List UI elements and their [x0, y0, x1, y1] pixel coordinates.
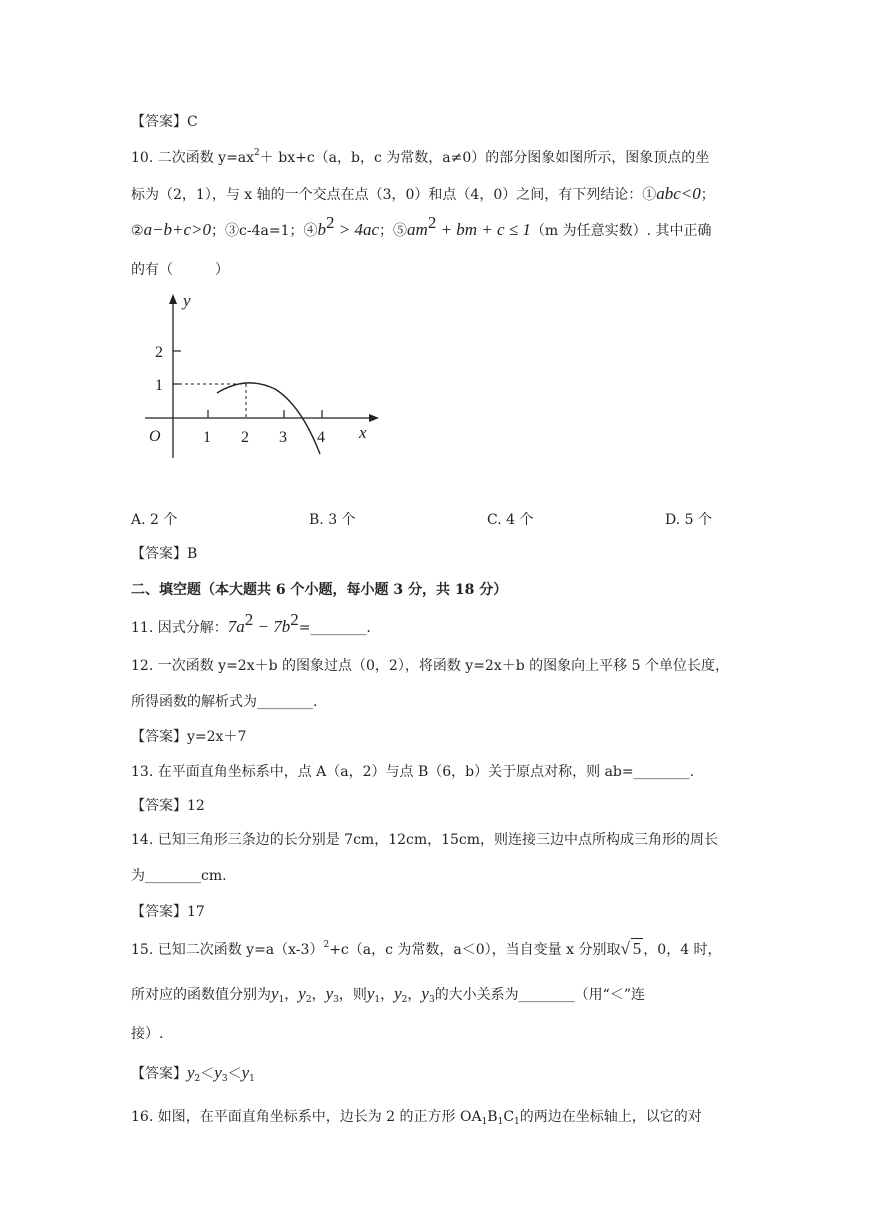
x-tick-label-4: 4 — [317, 429, 325, 446]
q12-line1: 12. 一次函数 y=2x＋b 的图象过点（0，2），将函数 y=2x＋b 的图象向上平移 5 个单位长度， — [131, 658, 729, 674]
q11-m2: − 7b — [253, 617, 291, 636]
option-d: D. 5 个 — [665, 512, 712, 528]
y-axis-label: y — [183, 291, 191, 310]
q13: 13. 在平面直角坐标系中，点 A（a，2）与点 B（6，b）关于原点对称，则 ab=________. — [131, 764, 695, 780]
q15-comma-1: ， — [284, 987, 299, 1003]
section-title: 二、填空题（本大题共 6 个小题，每小题 3 分，共 18 分） — [131, 582, 508, 598]
q11 — [131, 610, 371, 638]
q15-y3b-sub: 3 — [428, 995, 435, 1005]
q15-line1-c: ，0，4 时， — [643, 942, 722, 958]
q15-line2-c: 的大小关系为________（用“＜”连 — [434, 987, 646, 1003]
q16-line1-b: B — [487, 1109, 498, 1125]
q10-line2-text: 标为（2，1），与 x 轴的一个交点在点（3，0）和点（4，0）之间，有下列结论：① — [131, 187, 657, 203]
q10-line3-m2a: b — [317, 220, 326, 239]
answer-q10: 【答案】B — [131, 546, 198, 562]
ans-y1-sub: 1 — [249, 1074, 255, 1084]
q15-line2-a: 所对应的函数值分别为 — [131, 987, 271, 1003]
q16-line1-d: 的两边在坐标轴上，以它的对 — [519, 1109, 702, 1125]
q10-line3-c: ；⑤ — [379, 223, 408, 239]
option-a: A. 2 个 — [131, 512, 178, 528]
answer-q15-prefix: 【答案】 — [131, 1066, 187, 1082]
q10-line3-m3b: 2 — [427, 213, 437, 232]
q16-line1 — [131, 1107, 702, 1127]
answer-q15 — [131, 1063, 255, 1084]
q15-comma-3: ， — [380, 987, 395, 1003]
q16-line1-a: 16. 如图，在平面直角坐标系中，边长为 2 的正方形 OA — [131, 1109, 482, 1125]
q10-line1-a: 10. 二次函数 y=ax — [131, 150, 255, 166]
q10-line3-m3a: am — [407, 220, 428, 239]
q10-line4: 的有（ ） — [131, 262, 229, 278]
q15-y2b: y — [394, 984, 402, 1003]
ans-lt-2: ＜ — [227, 1066, 242, 1082]
option-c: C. 4 个 — [487, 512, 534, 528]
q16-line1-c: C — [503, 1109, 515, 1125]
q10-line3-m1: a−b+c>0 — [143, 220, 212, 239]
q15-line2-b: ，则 — [338, 987, 367, 1003]
q10-line3-a: ② — [131, 223, 144, 239]
y-tick-label-2: 2 — [155, 344, 163, 361]
q15-y2-sub: 2 — [305, 995, 312, 1005]
q10-line1 — [131, 148, 709, 168]
q15-line1-b: +c（a，c 为常数，a＜0），当自变量 x 分别取 — [329, 942, 621, 958]
q11-prefix: 11. 因式分解： — [131, 620, 228, 636]
sqrt-value: 5 — [632, 939, 642, 958]
q15-y2: y — [298, 984, 306, 1003]
x-axis-arrow — [369, 414, 379, 422]
q14-line2: 为________cm. — [131, 868, 227, 884]
q10-line2 — [131, 184, 715, 205]
answer-q12: 【答案】y=2x＋7 — [131, 729, 247, 745]
q15-line3: 接）. — [131, 1026, 164, 1042]
y-axis-arrow — [169, 294, 177, 304]
q15-y1-sub: 1 — [278, 995, 285, 1005]
q15-line2 — [131, 984, 645, 1005]
q10-line3-m3c: + bm + c ≤ 1 — [436, 220, 531, 239]
q11-m1: 7a — [227, 617, 245, 636]
q10-line3-m2c: > 4ac — [334, 220, 380, 239]
q15-y3b: y — [421, 984, 429, 1003]
q10-line2-math: abc<0 — [656, 184, 701, 203]
q10-options — [0, 510, 869, 530]
q10-line2-end: ； — [700, 187, 715, 203]
q10-line3 — [131, 213, 712, 241]
q15-y3-sub: 3 — [333, 995, 339, 1005]
q15-y1b: y — [366, 984, 375, 1003]
x-tick-label-1: 1 — [203, 429, 211, 446]
x-axis-label: x — [359, 423, 367, 442]
origin-label: O — [149, 428, 161, 445]
q10-line3-m2b: 2 — [326, 213, 335, 232]
q10-line1-sup: 2 — [254, 148, 260, 158]
parabola-graph — [131, 290, 391, 470]
q11-sup2: 2 — [290, 610, 299, 629]
y-tick-label-1: 1 — [155, 377, 163, 394]
ans-y3: y — [214, 1063, 222, 1082]
answer-q13: 【答案】12 — [131, 798, 205, 814]
q15-line1-sup: 2 — [323, 940, 330, 950]
answer-q14: 【答案】17 — [131, 904, 205, 920]
q16-sub-a: 1 — [481, 1117, 488, 1127]
q12-line2: 所得函数的解析式为________. — [131, 694, 318, 710]
ans-y2-sub: 2 — [194, 1074, 201, 1084]
q11-suffix: =________. — [298, 620, 371, 636]
q16-sub-c: 1 — [514, 1117, 520, 1127]
q15-line1-a: 15. 已知二次函数 y=a（x-3） — [131, 942, 324, 958]
q14-line1: 14. 已知三角形三条边的长分别是 7cm，12cm，15cm，则连接三边中点所构成三角形的周长 — [131, 832, 719, 848]
ans-y1: y — [241, 1063, 250, 1082]
x-tick-label-3: 3 — [279, 429, 287, 446]
q10-line3-b: ；③c-4a=1；④ — [211, 223, 318, 239]
q10-line3-d: （m 为任意实数）. 其中正确 — [530, 223, 712, 239]
q15-y2b-sub: 2 — [401, 995, 408, 1005]
q15-comma-4: ， — [407, 987, 422, 1003]
q16-sub-b: 1 — [497, 1117, 504, 1127]
q15-comma-2: ， — [311, 987, 326, 1003]
q15-y1: y — [271, 984, 279, 1003]
option-b: B. 3 个 — [309, 512, 356, 528]
sqrt-5: √ 5 — [620, 939, 642, 958]
q15-y3: y — [325, 984, 334, 1003]
q15-line1 — [131, 938, 722, 960]
q15-y1b-sub: 1 — [374, 995, 381, 1005]
answer-prev: 【答案】C — [131, 114, 198, 130]
ans-y3-sub: 3 — [221, 1074, 228, 1084]
ans-lt-1: ＜ — [200, 1066, 215, 1082]
ans-y2: y — [187, 1063, 195, 1082]
q10-line1-b: ＋ bx+c（a，b，c 为常数，a≠0）的部分图象如图所示，图象顶点的坐 — [259, 150, 710, 166]
x-tick-label-2: 2 — [241, 429, 249, 446]
q11-sup1: 2 — [244, 610, 254, 629]
